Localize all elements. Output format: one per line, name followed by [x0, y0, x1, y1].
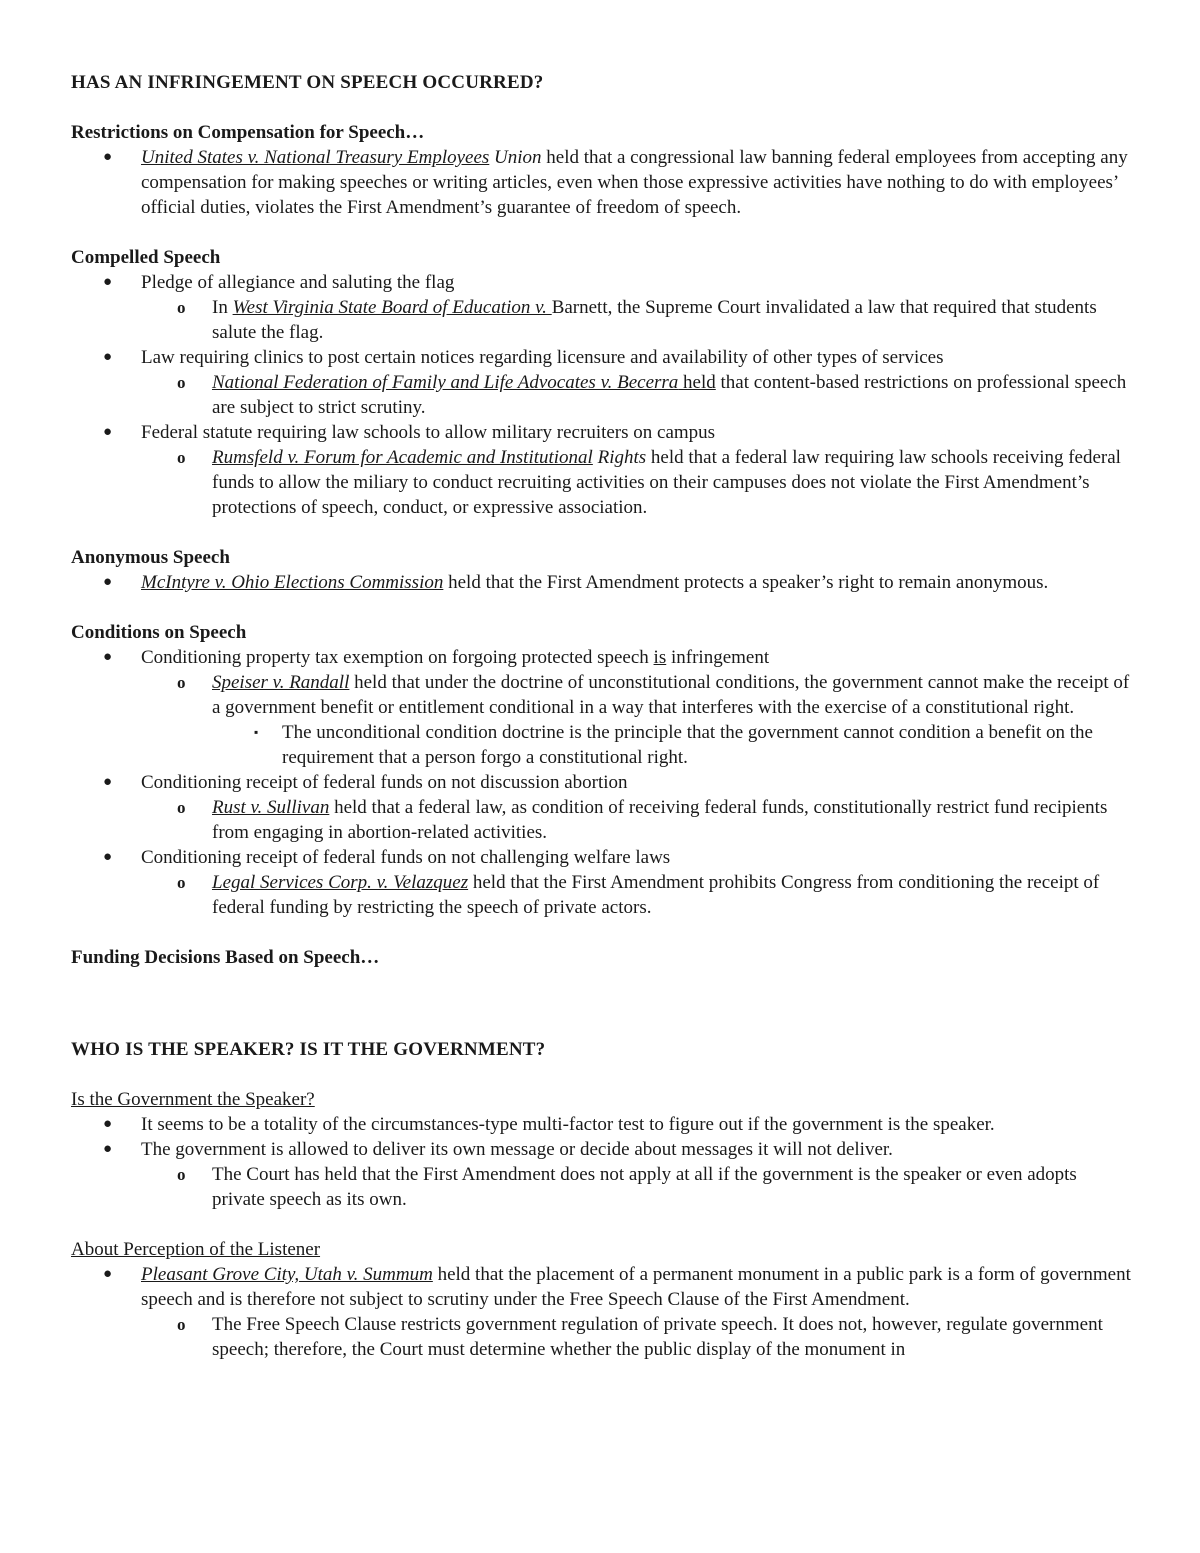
item-prefix: In: [212, 297, 233, 318]
bullet-icon: ●: [103, 774, 113, 790]
item-text: The government is allowed to deliver its own message or decide about messages it will not deliver.: [141, 1139, 893, 1160]
bullet-icon: ●: [103, 1141, 113, 1157]
list-item: [71, 770, 1131, 795]
circle-bullet-icon: o: [177, 798, 186, 817]
circle-bullet-icon: o: [177, 873, 186, 892]
square-bullet-icon: ▪: [254, 725, 259, 739]
item-text: Barnett, the Supreme Court invalidated a law that required that students salute the flag.: [212, 297, 1097, 343]
heading-anonymous-speech: Anonymous Speech: [71, 547, 230, 568]
case-name: Pleasant Grove City, Utah v. Summum: [141, 1264, 433, 1285]
circle-bullet-icon: o: [177, 373, 186, 392]
item-text: Federal statute requiring law schools to allow military recruiters on campus: [141, 422, 716, 443]
item-text: Conditioning property tax exemption on forgoing protected speech: [141, 647, 654, 668]
heading-restrictions-compensation: Restrictions on Compensation for Speech…: [71, 122, 425, 143]
case-name: Legal Services Corp. v. Velazquez: [212, 872, 469, 893]
item-text: The Free Speech Clause restricts government regulation of private speech. It does not, however, regulate government speech; therefore, the Court must determine whether the public display of the monument in: [212, 1314, 1103, 1360]
list-item: [71, 1262, 1131, 1312]
bullet-icon: ●: [103, 1116, 113, 1132]
sub-list-item: [71, 295, 1131, 345]
list-item: [71, 345, 1131, 370]
item-text-end: infringement: [666, 647, 770, 668]
case-name-held: held: [678, 372, 716, 393]
bullet-icon: ●: [103, 274, 113, 290]
circle-bullet-icon: o: [177, 298, 186, 317]
sub-list-item: [71, 370, 1131, 420]
case-name: West Virginia State Board of Education v.: [232, 297, 552, 318]
sub-list-item: [71, 870, 1131, 920]
list-item: [71, 645, 1131, 670]
item-text: held that the First Amendment protects a speaker’s right to remain anonymous.: [443, 572, 1049, 593]
item-text: Law requiring clinics to post certain notices regarding licensure and availability of other types of services: [141, 347, 944, 368]
case-name: United States v. National Treasury Employees: [141, 147, 490, 168]
case-name-rest: Union: [489, 147, 542, 168]
item-text: held that the First Amendment prohibits Congress from conditioning the receipt of federal funding by restricting the speech of private actors.: [212, 872, 1100, 918]
bullet-icon: ●: [103, 649, 113, 665]
heading-is-government-speaker: Is the Government the Speaker?: [71, 1089, 315, 1110]
case-name: Speiser v. Randall: [212, 672, 350, 693]
bullet-icon: ●: [103, 424, 113, 440]
list-item: [71, 1112, 1131, 1137]
sub-list-item: [71, 795, 1131, 845]
underlined-word: is: [653, 647, 667, 668]
sub-list-item: [71, 1162, 1131, 1212]
item-text: The Court has held that the First Amendment does not apply at all if the government is the speaker or even adopts private speech as its own.: [212, 1164, 1077, 1210]
item-text: held that the placement of a permanent monument in a public park is a form of government speech and is therefore not subject to scrutiny under the Free Speech Clause of the First Amendment.: [141, 1264, 1131, 1310]
heading-compelled-speech: Compelled Speech: [71, 247, 221, 268]
case-name: McIntyre v. Ohio Elections Commission: [141, 572, 444, 593]
sub-list-item: [71, 670, 1131, 720]
sub-sub-list-item: [71, 720, 1131, 770]
list-item: [71, 845, 1131, 870]
circle-bullet-icon: o: [177, 673, 186, 692]
list-item: [71, 420, 1131, 445]
case-name: Rumsfeld v. Forum for Academic and Institutional: [212, 447, 593, 468]
list-item: [71, 570, 1131, 595]
item-text: The unconditional condition doctrine is the principle that the government cannot condition a benefit on the requirement that a person forgo a constitutional right.: [282, 722, 1093, 768]
item-text: It seems to be a totality of the circumstances-type multi-factor test to figure out if the government is the speaker.: [141, 1114, 995, 1135]
document-page: [71, 70, 1131, 1362]
item-text: held that a federal law, as condition of receiving federal funds, constitutionally restrict fund recipients from engaging in abortion-related activities.: [212, 797, 1108, 843]
circle-bullet-icon: o: [177, 1315, 186, 1334]
case-name-rest: Rights: [592, 447, 647, 468]
bullet-icon: ●: [103, 574, 113, 590]
list-item: [71, 145, 1131, 220]
heading-conditions-on-speech: Conditions on Speech: [71, 622, 247, 643]
item-text: that content-based restrictions on professional speech are subject to strict scrutiny.: [212, 372, 1127, 418]
item-text: Conditioning receipt of federal funds on not challenging welfare laws: [141, 847, 671, 868]
bullet-icon: ●: [103, 849, 113, 865]
section-title-infringement: HAS AN INFRINGEMENT ON SPEECH OCCURRED?: [71, 72, 544, 93]
heading-perception-listener: About Perception of the Listener: [71, 1239, 321, 1260]
case-name: Rust v. Sullivan: [212, 797, 330, 818]
list-item: [71, 1137, 1131, 1162]
circle-bullet-icon: o: [177, 448, 186, 467]
case-name: National Federation of Family and Life Advocates v. Becerra: [212, 372, 679, 393]
heading-funding-decisions: Funding Decisions Based on Speech…: [71, 947, 380, 968]
bullet-icon: ●: [103, 1266, 113, 1282]
item-text: held that a congressional law banning federal employees from accepting any compensation for making speeches or writing articles, even when those expressive activities have nothing to do with employees’ official duties, violates the First Amendment’s guarantee of freedom of speech.: [141, 147, 1128, 218]
sub-list-item: [71, 445, 1131, 520]
item-text: Conditioning receipt of federal funds on not discussion abortion: [141, 772, 628, 793]
list-item: [71, 270, 1131, 295]
bullet-icon: ●: [103, 349, 113, 365]
circle-bullet-icon: o: [177, 1165, 186, 1184]
item-text: Pledge of allegiance and saluting the flag: [141, 272, 455, 293]
bullet-icon: ●: [103, 149, 113, 165]
item-text: held that under the doctrine of unconstitutional conditions, the government cannot make the receipt of a government benefit or entitlement conditional in a way that interferes with the exercise of a constitutional right.: [212, 672, 1130, 718]
item-text: held that a federal law requiring law schools receiving federal funds to allow the miliary to conduct recruiting activities on their campuses does not violate the First Amendment’s protections of speech, conduct, or expressive association.: [212, 447, 1121, 518]
sub-list-item: [71, 1312, 1131, 1362]
section-title-speaker: WHO IS THE SPEAKER? IS IT THE GOVERNMENT?: [71, 1039, 546, 1060]
